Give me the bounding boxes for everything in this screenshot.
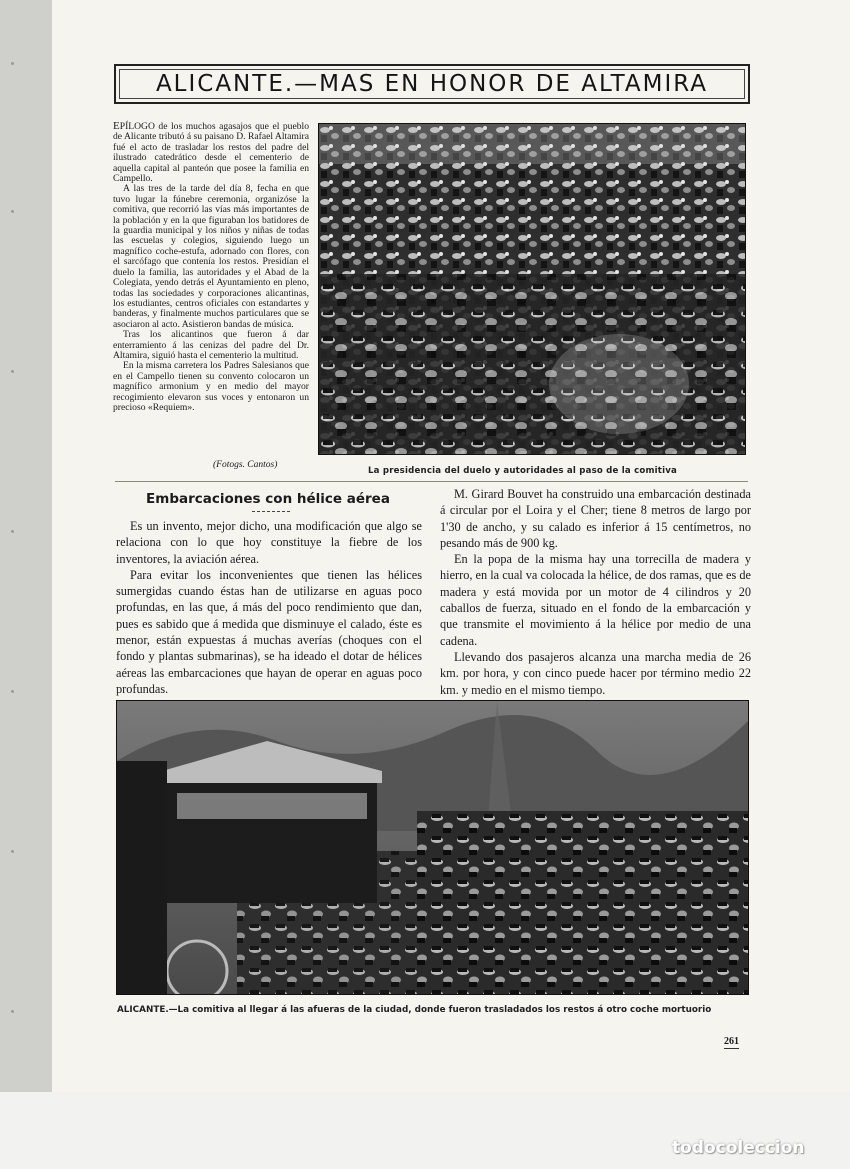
drop-cap: E <box>113 120 120 132</box>
watermark: todocoleccion <box>672 1138 805 1158</box>
photo2-caption: ALICANTE.—La comitiva al llegar á las afueras de la ciudad, donde fueron trasladados los restos á otro coche mortuorio <box>117 1005 712 1015</box>
photo-credit: (Fotogs. Cantos) <box>213 460 278 470</box>
intro-paragraph-1: EPÍLOGO de los muchos agasajos que el pueblo de Alicante tributó á su paisano D. Rafael Altamira fué el acto de trasladar los restos del padre del ilustrado catedrático desde el cementerio de aquella capital al panteón que posee la familia en Campello. <box>113 120 309 185</box>
headline: ALICANTE.—MAS EN HONOR DE ALTAMIRA <box>155 71 709 97</box>
section-right-column <box>440 486 751 698</box>
section-left-column <box>116 518 422 697</box>
section-title: Embarcaciones con hélice aérea <box>146 491 390 507</box>
section-paragraph: Para evitar los inconvenientes que tienen las hélices sumergidas cuando éstas han de utilizarse en aguas poco profundas, en las que, á más del poco rendimiento que dan, pues es sabido que á medida que disminuye el calado, éste es menor, están expuestas á muchas averías (choques con el fondo y plantas submarinas), se ha ideado el dotar de hélices aéreas las embarcaciones que hayan de operar en aguas poco profundas. <box>116 567 422 696</box>
funeral-procession-crowd-photo <box>318 123 746 455</box>
section-paragraph: M. Girard Bouvet ha construido una embarcación destinada á circular por el Loira y el Cher; tiene 8 metros de largo por 1'30 de ancho, y su calado es inferior á 15 centímetros, no pesando más de 900 kg. <box>440 487 751 550</box>
intro-column <box>113 121 309 413</box>
intro-paragraph-4: En la misma carretera los Padres Salesianos que en el Campello tienen su convento colocaron un magnífico armonium y en medio del mayor recogimiento elevaron sus voces y entonaron un precioso «Requiem». <box>113 360 309 413</box>
section-paragraph: Es un invento, mejor dicho, una modificación que algo se relaciona con lo que hoy constituye la fiebre de los inventores, la aviación aérea. <box>116 519 422 566</box>
intro-paragraph-2: A las tres de la tarde del día 8, fecha en que tuvo lugar la fúnebre ceremonia, organizóse la comitiva, que recorrió las vías más importantes de la población y en la que figuraban los batidores de la guardia municipal y los niños y niñas de todas las escuelas y colegios, siguiendo luego un magnífico coche-estufa, adornado con flores, con el sarcófago que contenía los restos. Presidían el duelo la familia, las autoridades y el Abad de la Colegiata, yendo detrás el Ayuntamiento en pleno, todas las sociedades y corporaciones alicantinas, los estudiantes, centros oficiales con estandartes y banderas, y finalmente muchos particulares que se asociaron al acto. Asistieron bandas de música. <box>113 183 309 330</box>
section-divider <box>115 481 748 482</box>
section-paragraph: Llevando dos pasajeros alcanza una marcha media de 26 km. por hora, y con cinco puede hacer por término medio 22 km. y medio en el mismo tiempo. <box>440 649 751 697</box>
section-paragraph: En la popa de la misma hay una torrecilla de madera y hierro, en la cual va colocada la hélice, de dos ramas, que es de madera y está movida por un motor de 4 cilindros y 20 caballos de fuerza, situado en el fondo de la embarcación y que transmite el movimiento á la hélice por medio de una cadena. <box>440 552 751 648</box>
hearse-arrival-photo <box>116 700 749 995</box>
photo1-caption: La presidencia del duelo y autoridades al paso de la comitiva <box>368 466 678 476</box>
page-number: 261 <box>724 1036 739 1047</box>
headline-frame <box>114 64 750 104</box>
binding-ruler <box>0 0 20 1169</box>
title-underline <box>252 511 290 512</box>
intro-paragraph-3: Tras los alicantinos que fueron á dar enterramiento á las cenizas del padre del Dr. Altamira, siguió hasta el cementerio la multitud. <box>113 329 309 361</box>
